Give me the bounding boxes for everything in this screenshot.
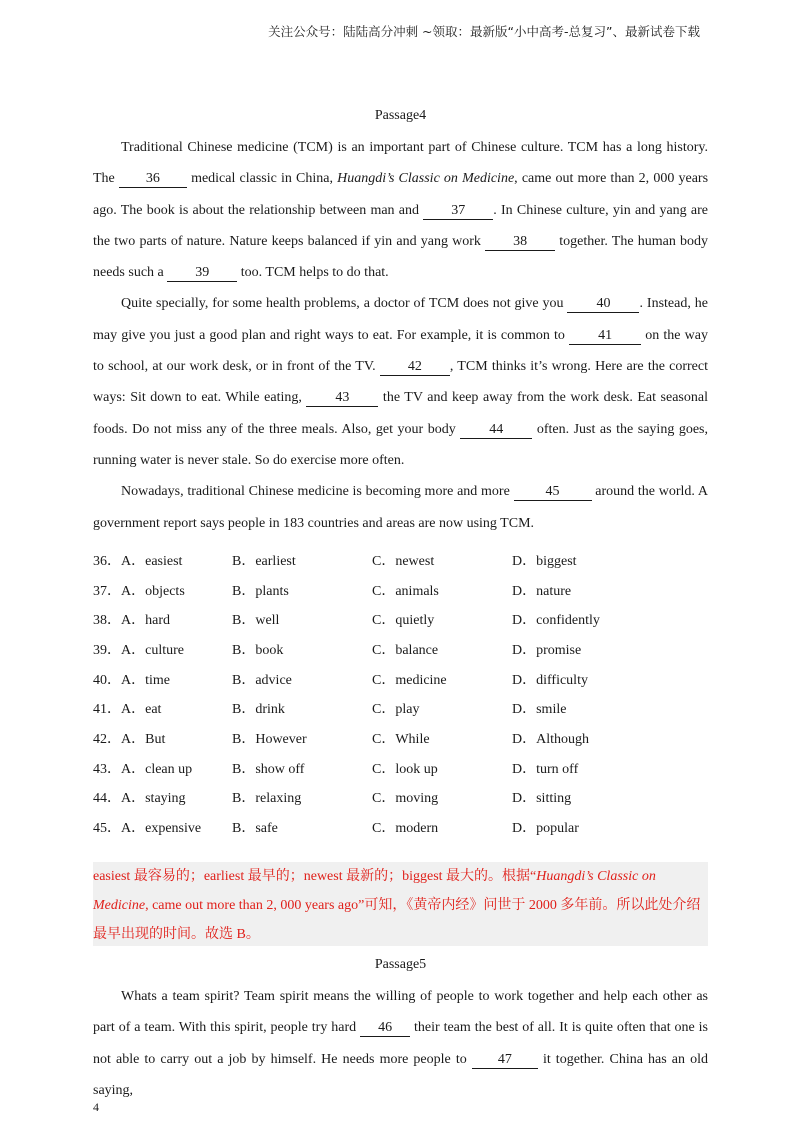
passage5-title: Passage5 — [374, 957, 427, 972]
blank-45[interactable]: 45 — [514, 484, 592, 501]
option-b[interactable]: B．show off — [232, 761, 305, 777]
passage5-paragraph-1 — [93, 981, 708, 1106]
option-b[interactable]: B．book — [232, 642, 284, 658]
option-row-37 — [93, 577, 708, 607]
text-span: . In Chinese culture, yin and yang are the two parts of nature. Nature keeps balanced if yin and yang work — [93, 202, 709, 249]
option-b[interactable]: B．earliest — [232, 553, 296, 569]
option-row-39 — [93, 636, 708, 666]
option-b[interactable]: B．plants — [232, 583, 289, 599]
book-title: Huangdi’s Classic on Medicine — [93, 869, 656, 913]
option-d[interactable]: D．popular — [512, 821, 579, 837]
blank-36[interactable]: 36 — [119, 171, 187, 188]
option-d[interactable]: D．Although — [512, 731, 589, 747]
option-c[interactable]: C．animals — [372, 583, 439, 599]
option-row-43 — [93, 755, 708, 785]
option-row-36 — [93, 547, 708, 577]
text-span: Whats a team spirit? Team spirit means the willing of people to work together and help each other as part of a team. With this spirit, people try hard — [93, 989, 708, 1036]
text-span: it together. China has an old saying, — [93, 1051, 708, 1098]
option-c[interactable]: C．medicine — [372, 672, 447, 688]
option-a[interactable]: 45．A．expensive — [93, 821, 202, 837]
text-span: Traditional Chinese medicine (TCM) is an important part of Chinese culture. TCM has a long history. The — [93, 140, 708, 187]
text-span: their team the best of all. It is quite often that one is not able to carry out a job by himself. He needs more people to — [93, 1020, 708, 1067]
option-a[interactable]: 40．A．time — [93, 672, 170, 688]
text-span: often. Just as the saying goes, running water is never stale. So do exercise more often. — [93, 421, 709, 468]
text-span: Quite specially, for some health problems, a doctor of TCM does not give you — [121, 296, 568, 312]
blank-37[interactable]: 37 — [423, 203, 493, 220]
book-title: Huangdi’s Classic on Medicine — [337, 171, 515, 187]
blank-44[interactable]: 44 — [460, 422, 532, 439]
blank-40[interactable]: 40 — [567, 296, 639, 313]
passage4-title: Passage4 — [374, 108, 427, 123]
option-a[interactable]: 44．A．staying — [93, 791, 186, 807]
option-a[interactable]: 39．A．culture — [93, 642, 184, 658]
option-c[interactable]: C．newest — [372, 553, 435, 569]
text-span: on the way to school, at our work desk, or in front of the TV. — [93, 327, 708, 375]
blank-46[interactable]: 46 — [360, 1020, 410, 1037]
text-span: Nowadays, traditional Chinese medicine is becoming more and more — [121, 484, 514, 500]
text-span: , came out more than 2, 000 years ago”可知，《黄帝内经》问世于 2000 多年前。所以此处介绍最早出现的时间。故选 B。 — [93, 898, 701, 942]
passage5-section — [93, 951, 708, 1106]
answer-explanation — [93, 862, 708, 946]
blank-42[interactable]: 42 — [380, 359, 450, 376]
option-c[interactable]: C．balance — [372, 642, 439, 658]
blank-47[interactable]: 47 — [472, 1052, 538, 1069]
passage4-section — [93, 102, 708, 844]
blank-38[interactable]: 38 — [485, 234, 555, 251]
text-span: the TV and keep away from the work desk. Eat seasonal foods. Do not miss any of the three meals. Also, get your body — [93, 390, 708, 437]
text-span: around the world. A government report says people in 183 countries and areas are now using TCM. — [93, 484, 709, 531]
option-row-41 — [93, 695, 708, 725]
text-span: medical classic in China, — [186, 171, 338, 187]
text-span: . Instead, he may give you just a good plan and right ways to eat. For example, it is common to — [93, 296, 708, 343]
blank-41[interactable]: 41 — [569, 328, 641, 345]
option-b[interactable]: B．well — [232, 613, 280, 629]
page-number: 4 — [93, 1100, 99, 1114]
option-a[interactable]: 43．A．clean up — [93, 761, 193, 777]
text-span: easiest 最容易的；earliest 最早的；newest 最新的；biggest 最大的。根据“ — [93, 869, 537, 884]
option-c[interactable]: C．moving — [372, 791, 439, 807]
option-a[interactable]: 36．A．easiest — [93, 553, 183, 569]
option-a[interactable]: 42．A．But — [93, 731, 166, 747]
passage4-paragraph-3 — [93, 476, 708, 539]
blank-43[interactable]: 43 — [306, 390, 378, 407]
option-b[interactable]: B．drink — [232, 702, 285, 718]
option-a[interactable]: 37．A．objects — [93, 583, 185, 599]
text-span: , came out more than 2, 000 years ago. The book is about the relationship between man and — [93, 171, 709, 218]
blank-39[interactable]: 39 — [167, 265, 237, 282]
option-row-42 — [93, 725, 708, 755]
option-b[interactable]: B．safe — [232, 821, 278, 837]
option-d[interactable]: D．confidently — [512, 613, 600, 629]
option-b[interactable]: B．relaxing — [232, 791, 302, 807]
page-header: 关注公众号：陆陆高分冲刺 ~领取：最新版“小中高考-总复习”、最新试卷下载 — [268, 24, 700, 39]
option-d[interactable]: D．sitting — [512, 791, 572, 807]
option-row-45 — [93, 814, 708, 844]
options-list — [93, 547, 708, 844]
option-a[interactable]: 41．A．eat — [93, 702, 162, 718]
passage4-paragraph-2 — [93, 288, 708, 476]
option-row-40 — [93, 666, 708, 696]
option-d[interactable]: D．promise — [512, 642, 582, 658]
text-span: too. TCM helps to do that. — [237, 265, 389, 281]
option-c[interactable]: C．look up — [372, 761, 438, 777]
option-b[interactable]: B．However — [232, 731, 307, 747]
text-span: together. The human body needs such a — [93, 233, 709, 281]
option-c[interactable]: C．modern — [372, 821, 439, 837]
option-c[interactable]: C．While — [372, 731, 430, 747]
option-row-44 — [93, 784, 708, 814]
option-row-38 — [93, 606, 708, 636]
text-span: , TCM thinks it’s wrong. Here are the correct ways: Sit down to eat. While eating, — [93, 359, 709, 406]
passage4-paragraph-1 — [93, 132, 708, 288]
option-b[interactable]: B．advice — [232, 672, 292, 688]
option-d[interactable]: D．nature — [512, 583, 572, 599]
option-c[interactable]: C．quietly — [372, 613, 435, 629]
option-a[interactable]: 38．A．hard — [93, 613, 170, 629]
option-c[interactable]: C．play — [372, 702, 420, 718]
option-d[interactable]: D．smile — [512, 702, 567, 718]
option-d[interactable]: D．biggest — [512, 553, 577, 569]
option-d[interactable]: D．difficulty — [512, 672, 588, 688]
option-d[interactable]: D．turn off — [512, 761, 579, 777]
